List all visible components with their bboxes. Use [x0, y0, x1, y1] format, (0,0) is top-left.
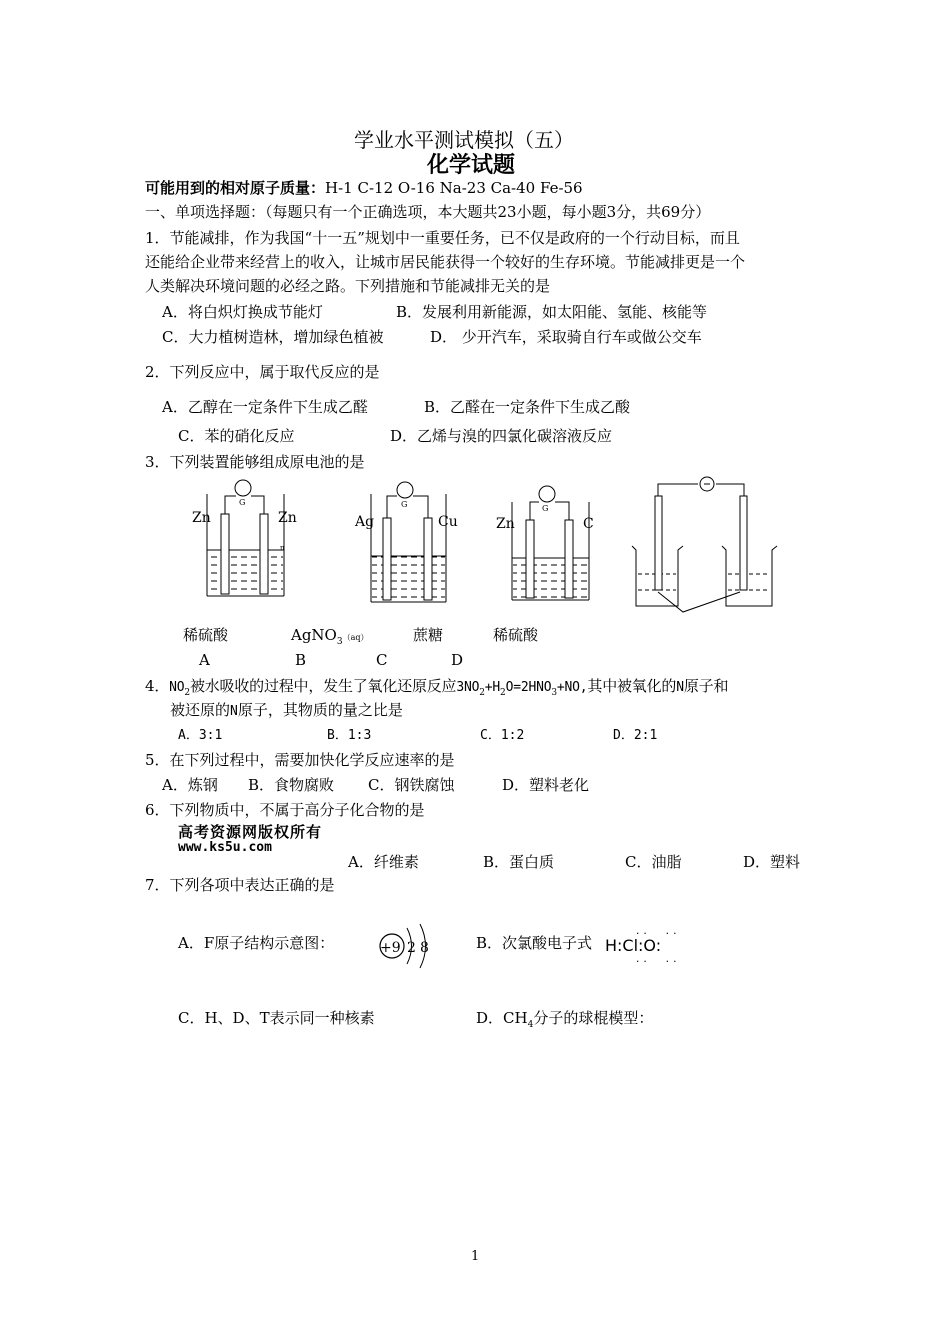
q5-option-b: B．食物腐败 [248, 776, 335, 794]
cell-b-solution: AgNO$_3$（aq） [291, 626, 369, 647]
q4-option-c: C．1:2 [480, 728, 525, 743]
q5-option-c: C．钢铁腐蚀 [368, 776, 455, 794]
q3-stem: 3．下列装置能够组成原电池的是 [145, 453, 365, 471]
galvanometer-icon [235, 480, 251, 496]
q4-line-2: 被还原的N原子，其物质的量之比是 [170, 701, 403, 719]
q3-option-a: A [199, 651, 210, 669]
galvanometer-icon [539, 486, 555, 502]
q5-option-a: A．炼钢 [162, 776, 218, 794]
cell-b-right-electrode: Cu [438, 514, 458, 530]
galvanic-cell-diagrams [180, 474, 800, 619]
q1-line-2: 还能给企业带来经营上的收入，让城市居民能获得一个较好的生存环境。节能减排更是一个 [145, 253, 746, 271]
page-subtitle: 化学试题 [427, 153, 516, 178]
galvanometer-icon [397, 482, 413, 498]
q5-option-d: D．塑料老化 [502, 776, 590, 794]
page-number: 1 [471, 1249, 480, 1264]
q1-option-c: C．大力植树造林，增加绿色植被 [162, 328, 384, 346]
fluorine-atom-structure-diagram [376, 920, 438, 978]
atomic-mass-line [145, 178, 583, 198]
cell-a-solution: 稀硫酸 [183, 626, 229, 644]
q1-option-b: B．发展利用新能源，如太阳能、氢能、核能等 [396, 303, 708, 321]
cell-a-diagram [192, 480, 297, 596]
q7-stem: 7．下列各项中表达正确的是 [145, 876, 335, 894]
q6-option-c: C．油脂 [625, 853, 682, 871]
q5-stem: 5．在下列过程中，需要加快化学反应速率的是 [145, 751, 455, 769]
q3-option-c: C [376, 651, 388, 669]
q1-line-1: 1．节能减排，作为我国“十一五”规划中一重要任务，已不仅是政府的一个行动目标，而且 [145, 229, 740, 247]
q6-option-b: B．蛋白质 [483, 853, 555, 871]
cell-c-diagram [496, 486, 594, 600]
cell-d-solution: 稀硫酸 [493, 626, 539, 644]
cell-c-solution: 蔗糖 [413, 626, 444, 644]
q7-option-d: D．$CH_4$分子的球棍模型： [476, 1009, 654, 1030]
cell-a-right-electrode-tail: n [280, 544, 285, 552]
q6-option-a: A．纤维素 [348, 853, 419, 871]
cell-a-meter-label: G [239, 498, 246, 507]
cell-b-left-electrode: Ag [355, 514, 375, 530]
q2-stem: 2．下列反应中，属于取代反应的是 [145, 363, 380, 381]
q2-option-a: A．乙醇在一定条件下生成乙醛 [162, 398, 368, 416]
electron-shell-2: 8 [420, 940, 429, 956]
watermark-url: www.ks5u.com [178, 840, 272, 855]
section-heading: 一、单项选择题：（每题只有一个正确选项，本大题共23小题，每小题3分，共69分） [145, 203, 711, 221]
cell-c-right-electrode: C [583, 516, 594, 532]
cell-b-meter-label: G [401, 500, 408, 509]
page-title: 学业水平测试模拟（五） [354, 128, 574, 152]
cell-b-diagram [354, 482, 458, 602]
q4-line-1: 4．$NO_2$被水吸收的过程中，发生了氧化还原反应$3NO_2+H_2O=2HNO_3+NO$,其中被氧化的N原子和 [145, 677, 729, 698]
q4-option-d: D．2:1 [613, 728, 658, 743]
q3-option-d: D [451, 651, 464, 669]
atomic-mass-label: 可能用到的相对原子质量： [145, 179, 326, 197]
q3-option-b: B [295, 651, 307, 669]
q2-option-c: C．苯的硝化反应 [178, 427, 295, 445]
q4-option-b: B．1:3 [327, 728, 372, 743]
q2-option-b: B．乙醛在一定条件下生成乙酸 [424, 398, 631, 416]
q2-option-d: D．乙烯与溴的四氯化碳溶液反应 [390, 427, 613, 445]
q7-option-a: A．F原子结构示意图： [178, 934, 335, 952]
hypochlorous-acid-electron-formula: .. .. H:Cl:O: .. .. [605, 927, 680, 965]
hypochlorous-formula-text: H:Cl:O: [605, 936, 662, 955]
atomic-mass-values: H-1 C-12 O-16 Na-23 Ca-40 Fe-56 [325, 179, 583, 197]
cell-d-diagram [632, 477, 777, 612]
q1-line-3: 人类解决环境问题的必经之路。下列措施和节能减排无关的是 [145, 277, 551, 295]
cell-a-right-electrode: Zn [278, 510, 297, 526]
q7-option-b: B．次氯酸电子式 [476, 934, 593, 952]
q7-option-c: C．H、D、T表示同一种核素 [178, 1009, 375, 1027]
cell-a-left-electrode: Zn [192, 510, 211, 526]
electron-shell-1: 2 [407, 940, 416, 956]
q6-option-d: D．塑料 [743, 853, 801, 871]
q6-stem: 6．下列物质中，不属于高分子化合物的是 [145, 801, 425, 819]
q4-option-a: A．3:1 [178, 728, 223, 743]
cell-c-left-electrode: Zn [496, 516, 515, 532]
watermark-title: 高考资源网版权所有 [178, 823, 323, 841]
cell-c-meter-label: G [542, 504, 549, 513]
q1-option-d: D． 少开汽车，采取骑自行车或做公交车 [430, 328, 702, 346]
nucleus-charge: +9 [380, 940, 401, 956]
q1-option-a: A．将白炽灯换成节能灯 [162, 303, 323, 321]
